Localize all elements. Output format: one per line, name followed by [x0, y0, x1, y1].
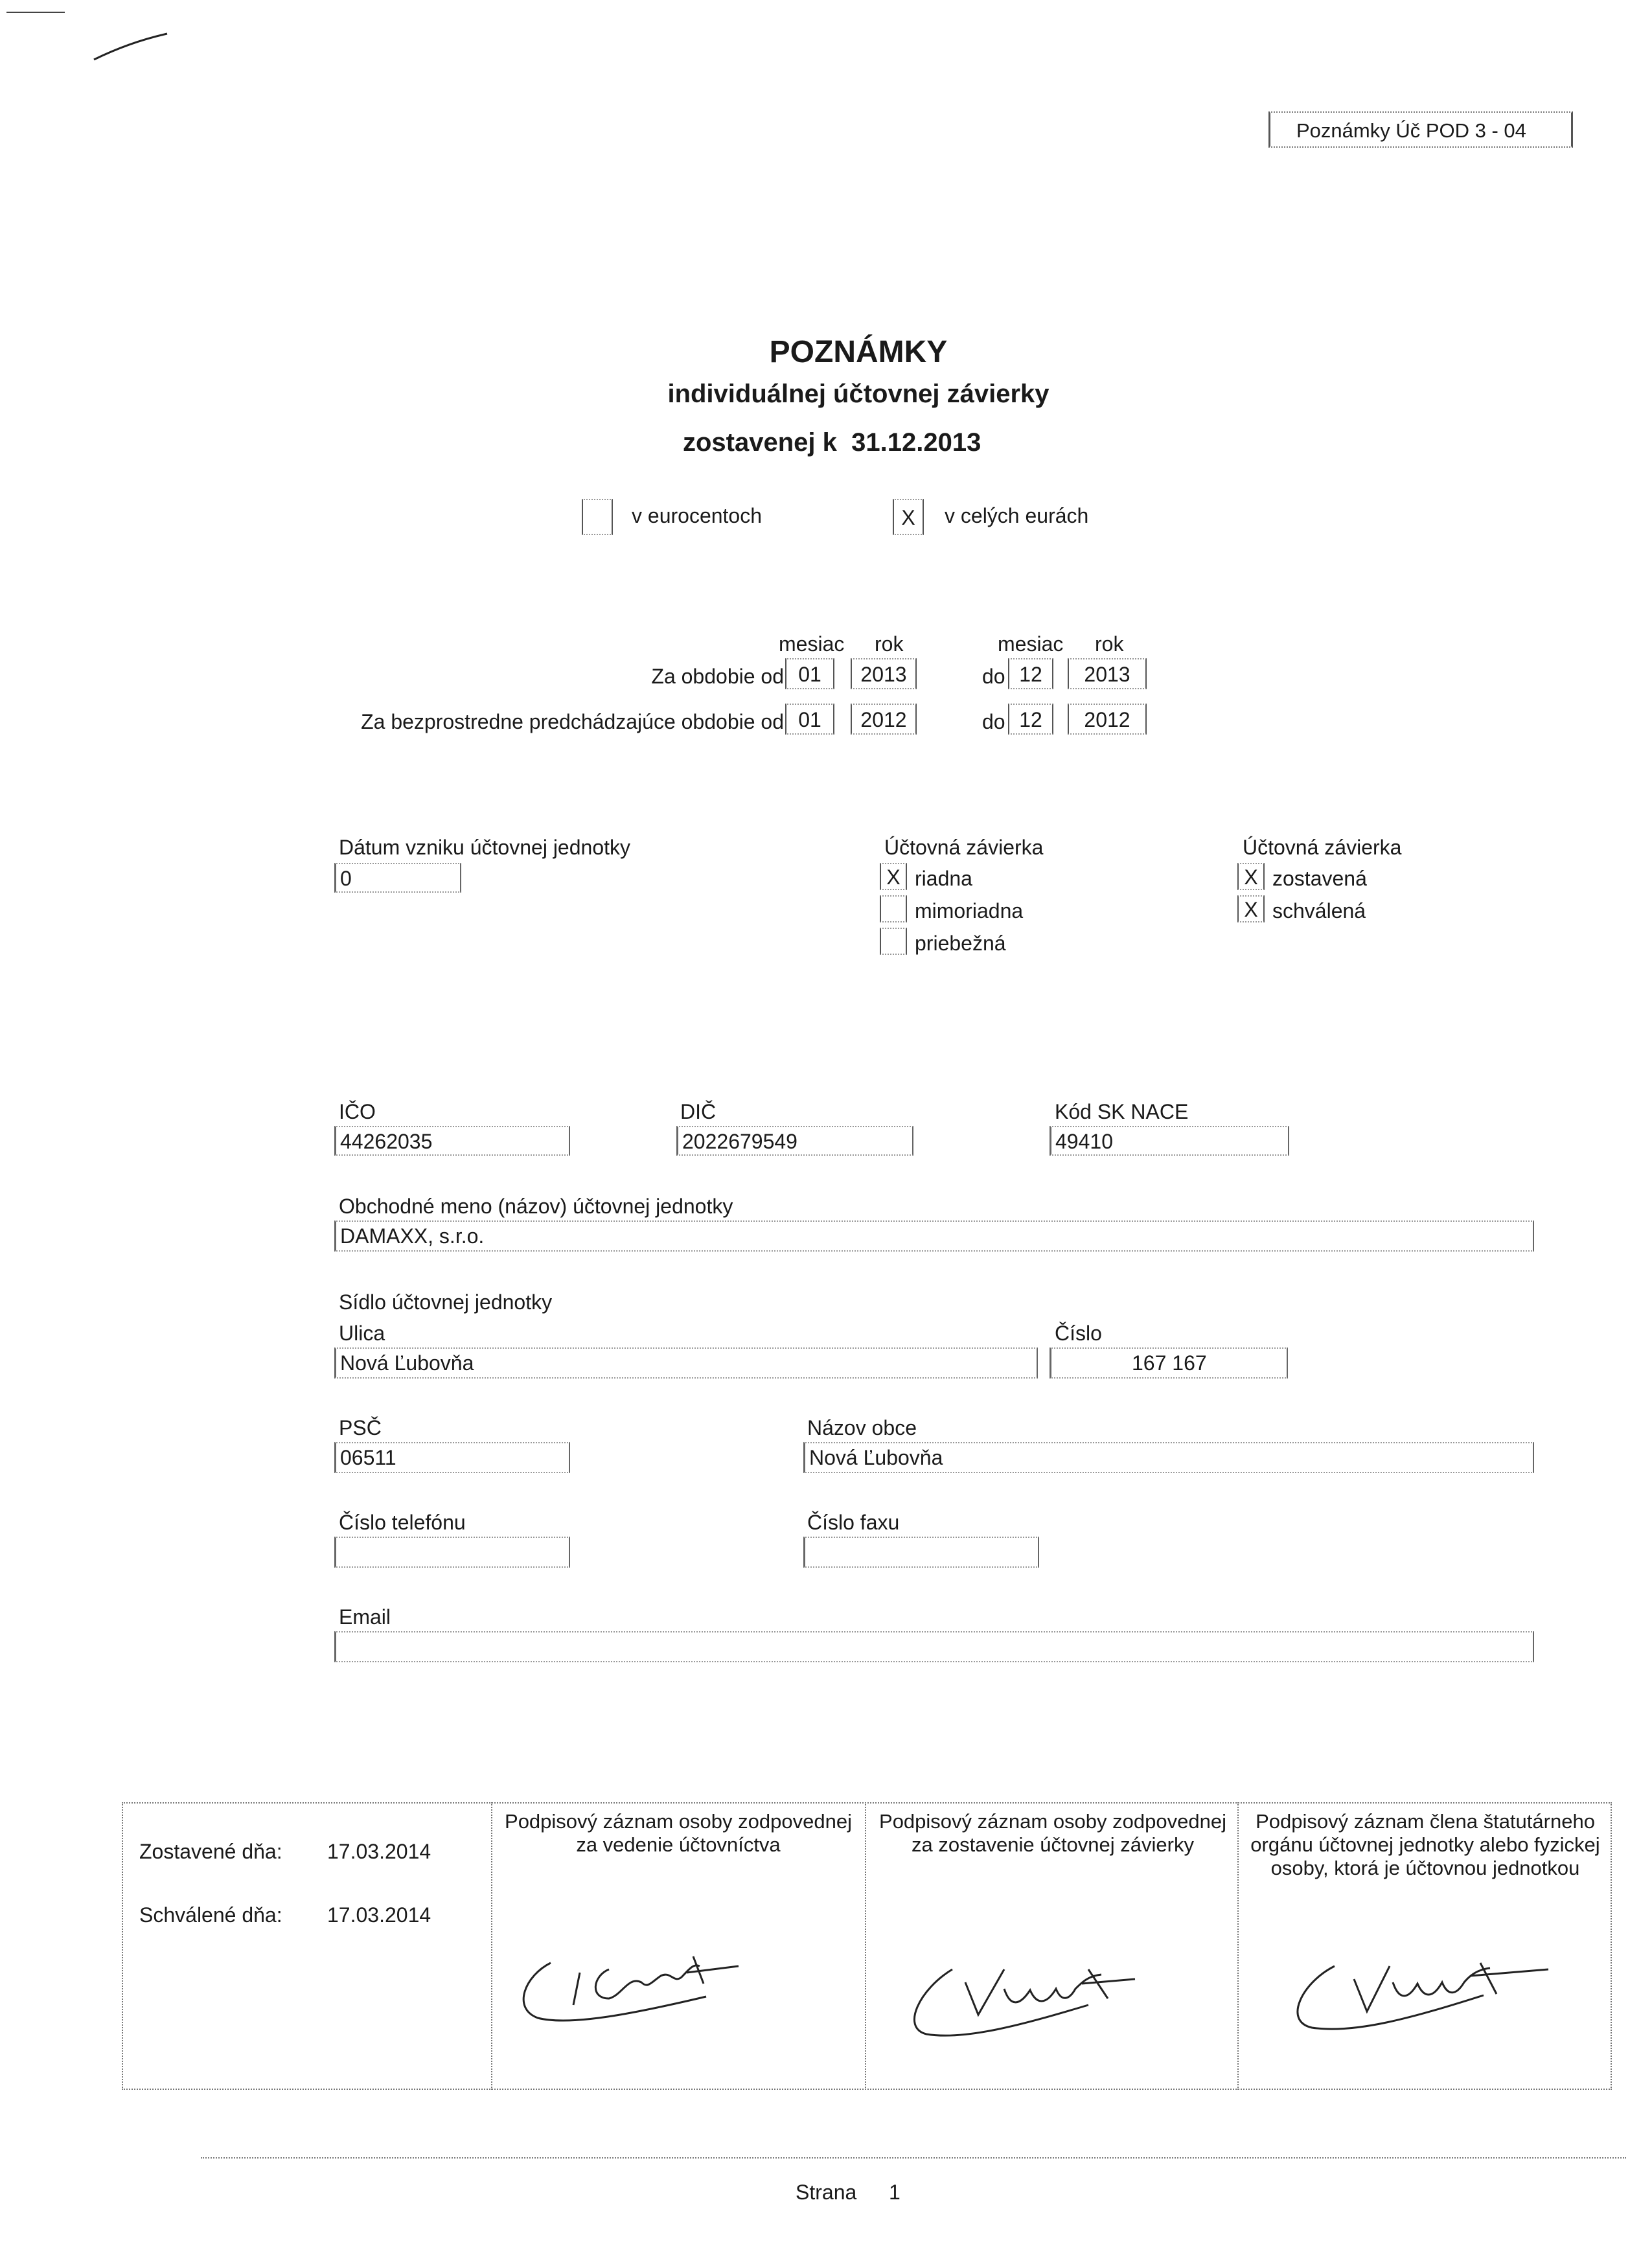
- current-to-month[interactable]: 12: [1008, 658, 1053, 689]
- seat-label: Sídlo účtovnej jednotky: [339, 1290, 553, 1314]
- page-label: Strana: [796, 2181, 857, 2204]
- fax-label: Číslo faxu: [807, 1511, 900, 1534]
- prepared-date: 31.12.2013: [851, 428, 981, 457]
- founding-date-label: Dátum vzniku účtovnej jednotky: [339, 836, 630, 859]
- number-value: 167 167: [1132, 1351, 1207, 1375]
- current-to-label: do: [982, 665, 1005, 688]
- nace-label: Kód SK NACE: [1055, 1100, 1189, 1123]
- dic-field[interactable]: 2022679549: [676, 1126, 913, 1156]
- sig-divider-2: [865, 1802, 866, 2090]
- approved-on-label: Schválené dňa:: [139, 1903, 282, 1927]
- signature-1-image: [512, 1937, 758, 2034]
- current-period-label: Za obdobie od: [651, 665, 784, 688]
- type-extraordinary-checkbox[interactable]: [880, 895, 907, 922]
- sig-col3-heading: Podpisový záznam člena štatutárneho orgánu účtovnej jednotky alebo fyzickej osoby, ktorá je účtovnou jednotkou: [1250, 1810, 1600, 1879]
- type-interim-checkbox[interactable]: [880, 928, 907, 955]
- previous-from-year[interactable]: 2012: [851, 704, 917, 735]
- signature-3-image: [1276, 1937, 1561, 2041]
- city-label: Názov obce: [807, 1416, 917, 1439]
- ico-field[interactable]: 44262035: [334, 1126, 570, 1156]
- footer-rule: [201, 2157, 1626, 2159]
- ico-label: IČO: [339, 1100, 376, 1123]
- street-field[interactable]: Nová Ľubovňa: [334, 1347, 1038, 1379]
- whole-euro-checkbox[interactable]: X: [893, 499, 924, 535]
- phone-field[interactable]: [334, 1537, 570, 1568]
- type-interim-label: priebežná: [915, 932, 1006, 955]
- sig-divider-1: [491, 1802, 492, 2090]
- street-label: Ulica: [339, 1322, 385, 1345]
- current-from-month[interactable]: 01: [785, 658, 834, 689]
- number-label: Číslo: [1055, 1322, 1102, 1345]
- type-regular-label: riadna: [915, 867, 972, 890]
- month-header-1: mesiac: [779, 632, 845, 656]
- pen-stroke-mark: [91, 26, 175, 65]
- whole-euro-label: v celých eurách: [945, 504, 1089, 527]
- status-prepared-label: zostavená: [1272, 867, 1367, 890]
- zip-label: PSČ: [339, 1416, 382, 1439]
- form-code: Poznámky Úč POD 3 - 04: [1296, 119, 1526, 142]
- corner-rule: [6, 12, 65, 13]
- page-title: POZNÁMKY: [769, 335, 948, 369]
- approved-on-value: 17.03.2014: [327, 1903, 431, 1927]
- prepared-line: [683, 430, 981, 455]
- signature-2-image: [894, 1943, 1153, 2047]
- current-to-year[interactable]: 2013: [1068, 658, 1147, 689]
- sig-col2-heading: Podpisový záznam osoby zodpovednej za zostavenie účtovnej závierky: [879, 1810, 1226, 1856]
- company-name-label: Obchodné meno (názov) účtovnej jednotky: [339, 1195, 733, 1218]
- sig-divider-3: [1237, 1802, 1239, 2090]
- city-field[interactable]: Nová Ľubovňa: [803, 1442, 1534, 1473]
- status-approved-checkbox[interactable]: X: [1237, 895, 1265, 922]
- zip-field[interactable]: 06511: [334, 1442, 570, 1473]
- fax-field[interactable]: [803, 1537, 1039, 1568]
- year-header-1: rok: [875, 632, 904, 656]
- dic-label: DIČ: [680, 1100, 717, 1123]
- month-header-2: mesiac: [998, 632, 1064, 656]
- year-header-2: rok: [1095, 632, 1124, 656]
- email-field[interactable]: [334, 1631, 1534, 1662]
- page-number: 1: [889, 2181, 901, 2204]
- prepared-on-label: Zostavené dňa:: [139, 1840, 282, 1863]
- phone-label: Číslo telefónu: [339, 1511, 466, 1534]
- type-extraordinary-label: mimoriadna: [915, 899, 1024, 922]
- status-prepared-checkbox[interactable]: X: [1237, 863, 1265, 890]
- sig-col1-heading: Podpisový záznam osoby zodpovednej za vedenie účtovníctva: [505, 1810, 852, 1856]
- number-field[interactable]: [1050, 1347, 1288, 1379]
- statement-status-label: Účtovná závierka: [1243, 836, 1402, 859]
- prepared-label: zostavenej k: [683, 428, 837, 457]
- previous-to-year[interactable]: 2012: [1068, 704, 1147, 735]
- company-name-field[interactable]: DAMAXX, s.r.o.: [334, 1220, 1534, 1252]
- type-regular-checkbox[interactable]: X: [880, 863, 907, 890]
- status-approved-label: schválená: [1272, 899, 1366, 922]
- eurocent-checkbox[interactable]: [582, 499, 613, 535]
- current-from-year[interactable]: 2013: [851, 658, 917, 689]
- nace-field[interactable]: 49410: [1050, 1126, 1289, 1156]
- page-subtitle: individuálnej účtovnej závierky: [667, 380, 1050, 408]
- email-label: Email: [339, 1605, 391, 1629]
- previous-period-label: Za bezprostredne predchádzajúce obdobie od: [361, 710, 784, 733]
- eurocent-label: v eurocentoch: [632, 504, 763, 527]
- prepared-on-value: 17.03.2014: [327, 1840, 431, 1863]
- statement-type-label: Účtovná závierka: [884, 836, 1044, 859]
- form-code-box: [1268, 111, 1573, 148]
- previous-to-label: do: [982, 710, 1005, 733]
- previous-to-month[interactable]: 12: [1008, 704, 1053, 735]
- founding-date-field[interactable]: 0: [334, 863, 461, 893]
- previous-from-month[interactable]: 01: [785, 704, 834, 735]
